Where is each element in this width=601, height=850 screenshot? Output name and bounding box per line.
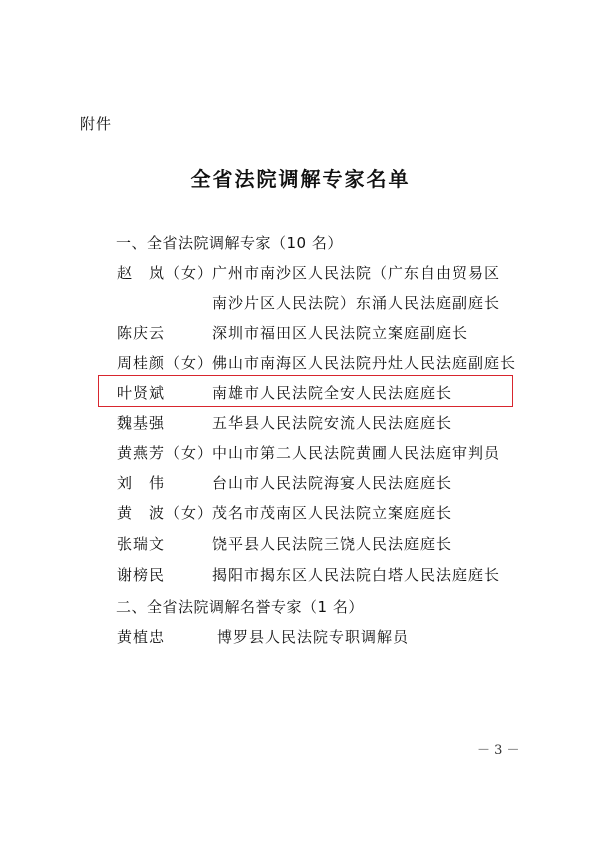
- expert-position: 佛山市南海区人民法院丹灶人民法庭副庭长: [212, 354, 517, 372]
- expert-position: 中山市第二人民法院黄圃人民法庭审判员: [212, 444, 501, 462]
- expert-position: 南雄市人民法院全安人民法庭庭长: [212, 384, 453, 402]
- expert-name: 黄 波（女）: [117, 504, 214, 522]
- annex-label: 附件: [80, 115, 113, 133]
- expert-name: 张瑞文: [117, 535, 166, 553]
- expert-name: 黄植忠: [117, 628, 166, 646]
- expert-name: 叶贤斌: [117, 384, 166, 402]
- expert-position: 深圳市福田区人民法院立案庭副庭长: [212, 324, 469, 342]
- expert-name: 周桂颜（女）: [117, 354, 214, 372]
- expert-position: 广州市南沙区人民法院（广东自由贸易区: [212, 264, 501, 282]
- section-1-heading: 一、全省法院调解专家（10 名）: [116, 234, 343, 252]
- expert-name: 黄燕芳（女）: [117, 444, 214, 462]
- document-title: 全省法院调解专家名单: [190, 167, 411, 191]
- expert-position: 五华县人民法院安流人民法庭庭长: [212, 414, 453, 432]
- expert-name: 刘 伟: [117, 474, 166, 492]
- expert-position-continued: 南沙片区人民法院）东涌人民法庭副庭长: [212, 294, 501, 312]
- expert-name: 魏基强: [117, 414, 166, 432]
- expert-name: 陈庆云: [117, 324, 166, 342]
- expert-name: 赵 岚（女）: [117, 264, 214, 282]
- section-2-heading: 二、全省法院调解名誉专家（1 名）: [116, 598, 364, 616]
- expert-position: 台山市人民法院海宴人民法庭庭长: [212, 474, 453, 492]
- expert-name: 谢榜民: [117, 566, 166, 584]
- page-number: － 3 －: [477, 743, 520, 758]
- expert-position: 饶平县人民法院三饶人民法庭庭长: [212, 535, 453, 553]
- expert-position: 茂名市茂南区人民法院立案庭庭长: [212, 504, 453, 522]
- expert-position: 揭阳市揭东区人民法院白塔人民法庭庭长: [212, 566, 501, 584]
- expert-position: 博罗县人民法院专职调解员: [217, 628, 410, 646]
